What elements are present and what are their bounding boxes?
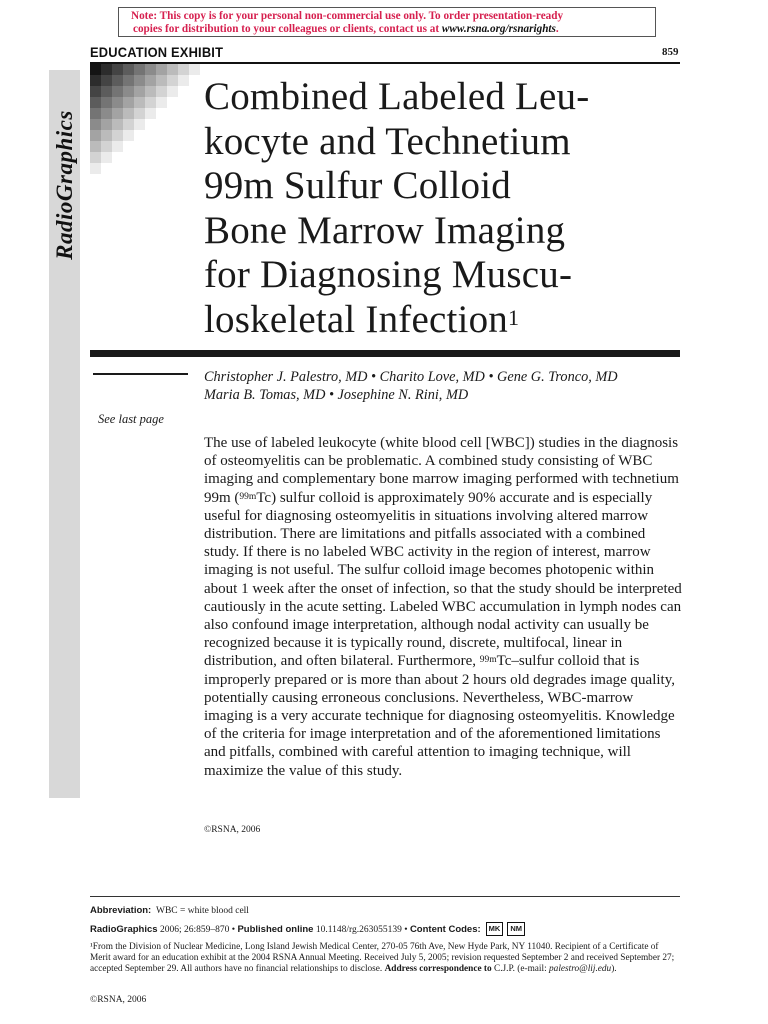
citation-wrap [90, 924, 481, 935]
checker-cell [101, 141, 112, 152]
abstract-copyright: ©RSNA, 2006 [204, 825, 261, 835]
checker-cell [101, 75, 112, 86]
checker-cell [101, 64, 112, 75]
see-last-page-link[interactable]: See last page [98, 412, 164, 426]
content-codes-label: Content Codes: [409, 923, 481, 935]
checker-cell [112, 75, 123, 86]
abbreviation-line [90, 905, 249, 916]
title-rule [90, 350, 680, 357]
checker-cell [134, 75, 145, 86]
citation-line [90, 922, 525, 936]
footer-rule [90, 896, 680, 897]
authors-line-2: Maria B. Tomas, MD • Josephine N. Rini, MD [204, 387, 469, 403]
notice-line-2-wrap [127, 23, 649, 36]
checker-cell [123, 119, 134, 130]
checker-cell [112, 64, 123, 75]
checker-cell [90, 152, 101, 163]
checker-cell [112, 97, 123, 108]
checker-cell [167, 64, 178, 75]
checker-cell [178, 64, 189, 75]
checker-cell [123, 108, 134, 119]
authors-line-1: Christopher J. Palestro, MD • Charito Love, MD • Gene G. Tronco, MD [204, 369, 618, 385]
citation-journal: RadioGraphics [90, 923, 158, 935]
checker-cell [112, 119, 123, 130]
checker-cell [189, 64, 200, 75]
checker-cell [123, 64, 134, 75]
abbreviation-label: Abbreviation: [90, 905, 152, 916]
content-code-nm: NM [507, 922, 525, 936]
checker-cell [167, 86, 178, 97]
abstract-part-1: The use of labeled leukocyte (white blood cell [WBC]) studies in the diagnosis of osteomyelitis can be problematic. A combined study consisting of WBC imaging and complementary bone marrow imaging performed with technetium 99m ( [204, 435, 679, 506]
author-rule [93, 373, 188, 375]
checker-cell [123, 130, 134, 141]
page-copyright: ©RSNA, 2006 [90, 995, 147, 1005]
checker-cell [123, 97, 134, 108]
article-title [204, 75, 684, 342]
checker-cell [156, 86, 167, 97]
checker-cell [90, 108, 101, 119]
checker-cell [123, 86, 134, 97]
checker-cell [134, 119, 145, 130]
checker-cell [101, 152, 112, 163]
correspondence-end: ). [611, 964, 617, 975]
checker-cell [101, 97, 112, 108]
checker-gradient-decoration [90, 64, 200, 174]
checker-cell [178, 75, 189, 86]
isotope-sup-1: 99m [239, 491, 257, 502]
abstract-part-2: Tc) sulfur colloid is approximately 90% accurate and is especially useful for diagnosing osteomyelitis in situations involving altered marrow distribution. There are limitations and pitfalls associated with a combined study. If there is no labeled WBC activity in the region of interest, marrow imaging is not useful. The sulfur colloid image becomes photopenic within about 1 week after the onset of infection, so that the study should be interpreted cautiously in the acute setting. Labeled WBC accumulation in lymph nodes can also confound image interpretation, although nodal activity can usually be recognized because it is typically round, discrete, multifocal, linear in distribution, and often bilateral. Furthermore, [204, 489, 682, 670]
checker-cell [112, 130, 123, 141]
notice-line-1: Note: This copy is for your personal non-commercial use only. To order presentation-ready [131, 10, 564, 22]
citation-text: 2006; 26:859–870 • [157, 924, 238, 935]
title-footnote-mark: 1 [507, 304, 520, 330]
checker-cell [145, 86, 156, 97]
isotope-sup-2: 99m [479, 655, 497, 666]
title-line-2: kocyte and Technetium [204, 119, 571, 163]
checker-cell [156, 75, 167, 86]
journal-name-wrap [49, 70, 80, 300]
checker-cell [156, 64, 167, 75]
usage-notice [118, 7, 656, 37]
checker-cell [112, 86, 123, 97]
journal-name: RadioGraphics [51, 110, 77, 260]
checker-cell [112, 108, 123, 119]
notice-line-2: copies for distribution to your colleagues or clients, contact us at [133, 23, 442, 35]
affiliation-text: ¹From the Division of Nuclear Medicine, Long Island Jewish Medical Center, 270-05 76th Ave, New Hyde Park, NY 11040. Recipient of a Certificate of Merit award for an education exhibit at the 2004 RSNA Annual Meeting. Received July 5, 2005; revision requested September 2 and received September 27; accepted September 29. All authors have no financial relationships to disclose. [90, 942, 675, 975]
checker-cell [90, 163, 101, 174]
checker-cell [134, 64, 145, 75]
email-link[interactable]: palestro@lij.edu [549, 964, 612, 975]
checker-cell [145, 108, 156, 119]
title-line-6: loskeletal Infection [204, 297, 508, 341]
abstract [204, 434, 682, 780]
checker-cell [134, 86, 145, 97]
checker-cell [90, 97, 101, 108]
content-code-mk: MK [486, 922, 504, 936]
checker-cell [134, 108, 145, 119]
checker-cell [112, 141, 123, 152]
correspondence-label: Address correspondence to [384, 964, 492, 975]
checker-cell [145, 64, 156, 75]
checker-cell [90, 130, 101, 141]
title-line-4: Bone Marrow Imaging [204, 208, 566, 252]
page-number: 859 [662, 46, 679, 58]
checker-cell [101, 119, 112, 130]
published-label: Published online [237, 923, 314, 935]
title-line-1: Combined Labeled Leu- [204, 75, 590, 118]
abstract-part-3: Tc–sulfur colloid that is improperly prepared or is more than about 2 hours old degrades image quality, potentially causing erroneous conclusions. Nevertheless, WBC-marrow imaging is a very accurate technique for diagnosing osteomyelitis. Knowledge of the criteria for image interpretation and of the aforementioned limitations and pitfalls, combined with careful attention to imaging technique, will maximize the value of this study. [204, 653, 675, 779]
checker-cell [101, 86, 112, 97]
section-label: EDUCATION EXHIBIT [90, 44, 224, 60]
correspondence-text: C.J.P. (e-mail: [491, 964, 550, 975]
checker-cell [90, 64, 101, 75]
notice-line-2-end: . [555, 23, 559, 35]
checker-cell [145, 75, 156, 86]
checker-cell [134, 97, 145, 108]
checker-cell [156, 97, 167, 108]
checker-cell [101, 130, 112, 141]
checker-cell [90, 141, 101, 152]
rights-link[interactable]: www.rsna.org/rsnarights [441, 23, 556, 35]
affiliation-footnote [90, 942, 680, 976]
checker-cell [90, 119, 101, 130]
checker-cell [145, 97, 156, 108]
checker-cell [90, 86, 101, 97]
title-line-3: 99m Sulfur Colloid [204, 164, 511, 207]
checker-cell [167, 75, 178, 86]
checker-cell [123, 75, 134, 86]
abbreviation-text: WBC = white blood cell [155, 906, 249, 916]
title-line-5: for Diagnosing Muscu- [204, 253, 573, 296]
checker-cell [101, 108, 112, 119]
author-list [204, 368, 684, 404]
doi-link[interactable]: 10.1148/rg.263055139 • [313, 924, 410, 935]
checker-cell [90, 75, 101, 86]
